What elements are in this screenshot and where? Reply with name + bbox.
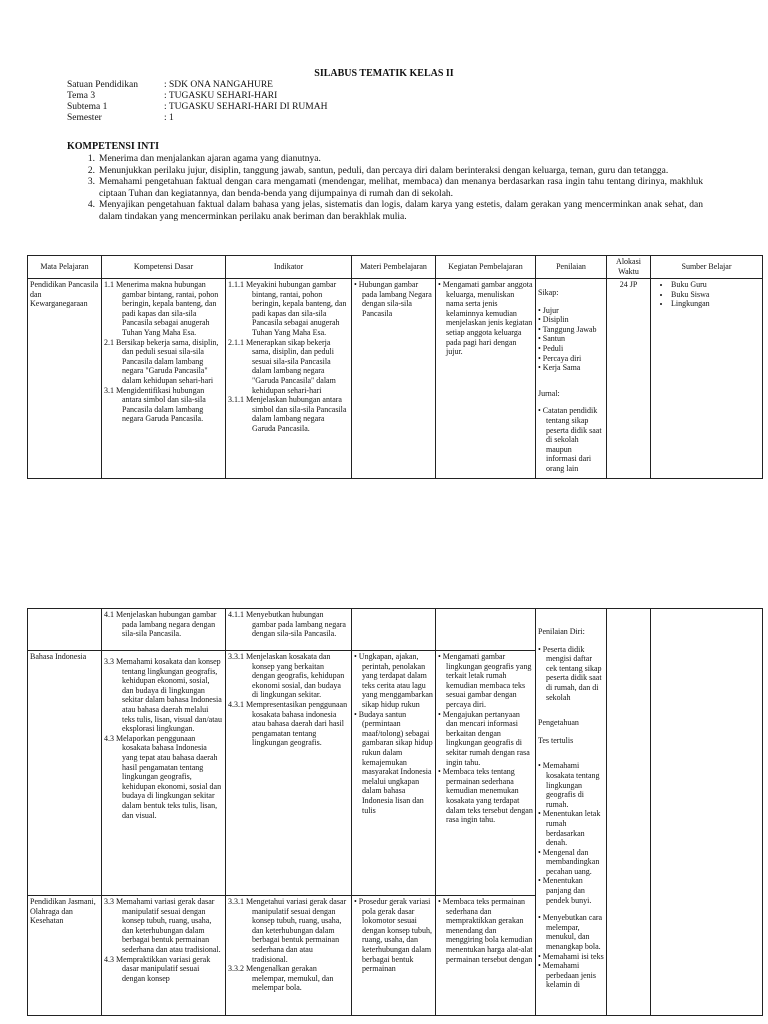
kd-item: 3.1 Mengidentifikasi hubungan antara simbol dan sila-sila Pancasila dalam lambang negara Garuda Pancasila. [104, 385, 206, 424]
identity-row [67, 102, 327, 113]
kegiatan-item: • Mengamati gambar lingkungan geografis yang terkait letak rumah kemudian membaca teks sesuai gambar dengan percaya diri. [438, 652, 532, 709]
indikator-item: 3.3.2 Mengenalkan gerakan melempar, memukul, dan melempar bola. [228, 964, 334, 993]
kd-item: 1.1 Menerima makna hubungan gambar bintang, rantai, pohon beringin, kepala banteng, dan padi kapas dan sila-sila Pancasila sebagai anugerah Tuhan Yang Maha Esa. [104, 280, 219, 337]
kd-cell [102, 609, 226, 651]
identity-label: Satuan Pendidikan [67, 80, 138, 90]
indikator-cell [226, 609, 352, 651]
table-header-row [28, 256, 763, 279]
materi-cell [352, 651, 436, 896]
kd-item: 3.3 Memahami kosakata dan konsep tentang lingkungan geografis, kehidupan ekonomi, sosial, dan budaya di lingkungan sekitar dalam bahasa Indonesia atau bahasa daerah melalui teks tulis, lisan, visual dan/atau eksplorasi lingkungan. [104, 657, 222, 734]
kegiatan-item: • Membaca teks permainan sederhana dan mempraktikkan gerakan menendang dan menggiring bola kemudian menentukan harga alat-alat permainan tersebut dengan [438, 897, 533, 964]
header-mata-pelajaran: Mata Pelajaran [28, 256, 102, 279]
kegiatan-item: • Mengamati gambar anggota keluarga, menuliskan nama serta jenis kelaminnya kemudian menjelaskan jenis kegiatan setiap anggota keluarga pada pagi hari dengan jujur. [438, 280, 533, 357]
sumber-item: • Buku Siswa [671, 290, 760, 300]
kd-item: 3.3 Memahami variasi gerak dasar manipulatif sesuai dengan konsep tubuh, ruang, usaha, dan keterhubungan dalam berbagai bentuk permainan sederhana dan atau tradisional. [104, 897, 221, 954]
identity-block [67, 80, 327, 124]
table-row [28, 279, 763, 479]
alokasi-cell: 24 JP [607, 279, 651, 479]
ki-text: Menyajikan pengetahuan faktual dalam bahasa yang jelas, sistematis dan logis, dalam karya yang estetis, dalam gerakan yang mencerminkan anak sehat, dan dalam tindakan yang mencerminkan perilaku anak beriman dan berakhlak mulia. [99, 200, 703, 222]
kd-item: 4.3 Mempraktikkan variasi gerak dasar manipulatif sesuai dengan konsep [104, 954, 211, 983]
ki-item [67, 166, 703, 178]
indikator-item: 3.1.1 Menjelaskan hubungan antara simbol dan sila-sila Pancasila dalam lambang negara Garuda Pancasila. [228, 395, 347, 433]
identity-value: : SDK ONA NANGAHURE [164, 80, 273, 90]
header-indikator: Indikator [226, 256, 352, 279]
header-sumber-belajar: Sumber Belajar [651, 256, 763, 279]
alokasi-cell [607, 609, 651, 1016]
materi-item: • Ungkapan, ajakan, perintah, penolakan yang terdapat dalam teks cerita atau lagu yang menggambarkan sikap hidup rukun [354, 652, 433, 709]
ki-number: 1. [87, 154, 95, 164]
penilaian-item: • Percaya diri [538, 353, 582, 363]
mapel-cell: Bahasa Indonesia [28, 651, 102, 896]
kd-cell [102, 279, 226, 479]
ki-item [67, 154, 703, 166]
header-materi: Materi Pembelajaran [352, 256, 436, 279]
penilaian-line: • Menentukan letak rumah berdasarkan denah. [538, 809, 601, 848]
penilaian-sikap-title: Sikap: [538, 288, 559, 297]
indikator-item: 4.1.1 Menyebutkan hubungan gambar pada lambang negara dengan sila-sila Pancasila. [228, 610, 346, 639]
ki-text: Memahami pengetahuan faktual dengan cara mengamati (mendengar, melihat, membaca) dan menanya berdasarkan rasa ingin tahu tentang dirinya, makhluk ciptaan Tuhan dan kegiatannya, dan benda-benda yang dijumpainya di rumah dan di sekolah. [99, 177, 703, 199]
sumber-item: • Buku Guru [671, 280, 760, 290]
kd-item: 4.1 Menjelaskan hubungan gambar pada lambang negara dengan sila-sila Pancasila. [104, 610, 217, 639]
penilaian-jurnal: • Catatan pendidik tentang sikap peserta didik saat di sekolah maupun informasi dari orang lain [538, 406, 602, 473]
penilaian-item: • Jujur [538, 305, 559, 315]
kd-cell [102, 651, 226, 896]
header-penilaian: Penilaian [536, 256, 607, 279]
mapel-cell: Pendidikan Pancasila dan Kewarganegaraan [28, 279, 102, 479]
kegiatan-item: • Membaca teks tentang permainan sederhana kemudian menemukan kosakata yang terdapat dalam teks tersebut dengan rasa ingin tahu. [438, 767, 533, 825]
kompetensi-inti-list [67, 154, 703, 224]
identity-value: : TUGASKU SEHARI-HARI [164, 91, 278, 101]
ki-item [67, 177, 703, 200]
ki-text: Menunjukkan perilaku jujur, disiplin, tanggung jawab, santun, peduli, dan percaya diri dalam berinteraksi dengan keluarga, teman, guru dan tetangga. [99, 165, 669, 176]
ki-number: 2. [87, 165, 95, 176]
penilaian-cell [536, 609, 607, 1016]
identity-value: : TUGASKU SEHARI-HARI DI RUMAH [164, 102, 328, 112]
identity-row [67, 91, 327, 102]
materi-item: • Hubungan gambar pada lambang Negara dengan sila-sila Pancasila [354, 280, 432, 318]
indikator-cell [226, 279, 352, 479]
materi-cell [352, 279, 436, 479]
kd-item: 4.3 Melaporkan penggunaan kosakata bahasa Indonesia yang tepat atau bahasa daerah hasil pengamatan tentang lingkungan geografis, kehidupan ekonomi, sosial dan budaya di lingkungan sekitar dalam bentuk teks tulis, lisan, dan visual. [104, 733, 222, 820]
sumber-cell [651, 609, 763, 1016]
materi-item: • Budaya santun (permintaan maaf/tolong) sebagai gambaran sikap hidup rukun dalam kemajemukan masyarakat Indonesia melalui ungkapan dalam bahasa Indonesia lisan dan tulis [354, 709, 433, 815]
header-kegiatan: Kegiatan Pembelajaran [436, 256, 536, 279]
kd-item: 2.1 Bersikap bekerja sama, disiplin, dan peduli sesuai sila-sila Pancasila dalam lambang negara "Garuda Pancasila" dalam kehidupan sehari-hari [104, 337, 219, 385]
kd-cell [102, 896, 226, 1016]
indikator-cell [226, 896, 352, 1016]
indikator-item: 2.1.1 Menerapkan sikap bekerja sama, disiplin, dan peduli sesuai sila-sila Pancasila dalam lambang negara "Garuda Pancasila" dalam kehidupan sehari-hari [228, 337, 336, 395]
identity-value: : 1 [164, 113, 174, 123]
penilaian-line: • Memahami kosakata tentang lingkungan geografis di rumah. [538, 761, 600, 809]
ki-number: 3. [87, 177, 95, 188]
syllabus-table-page2 [27, 608, 763, 1016]
header-alokasi-waktu: Alokasi Waktu [607, 256, 651, 279]
penilaian-jurnal-title: Jurnal: [538, 388, 560, 398]
penilaian-line: • Memahami perbedaan jenis kelamin di [538, 961, 596, 990]
indikator-cell [226, 651, 352, 896]
penilaian-line: Tes tertulis [538, 735, 574, 745]
kegiatan-cell [436, 609, 536, 651]
penilaian-line: • Memahami isi teks [538, 951, 604, 961]
ki-item [67, 200, 703, 223]
materi-item: • Prosedur gerak variasi pola gerak dasar lokomotor sesuai dengan konsep tubuh, ruang, usaha, dan keterhubungan dalam berbagai bentuk permainan [354, 897, 432, 974]
kegiatan-item: • Mengajukan pertanyaan dan mencari informasi berkaitan dengan lingkungan geografis di sekitar rumah dengan rasa ingin tahu. [438, 709, 530, 767]
materi-cell [352, 609, 436, 651]
kegiatan-cell [436, 279, 536, 479]
penilaian-line: • Mengenal dan membandingkan pecahan uang. [538, 847, 600, 876]
kompetensi-inti-heading: KOMPETENSI INTI [67, 141, 159, 152]
header-kompetensi-dasar: Kompetensi Dasar [102, 256, 226, 279]
indikator-item: 3.3.1 Menjelaskan kosakata dan konsep yang berkaitan dengan geografis, kehidupan ekonomi sosial, dan budaya di lingkungan sekitar. [228, 652, 345, 700]
penilaian-item: • Santun [538, 334, 566, 344]
sumber-cell [651, 279, 763, 479]
kegiatan-cell [436, 651, 536, 896]
penilaian-item: • Kerja Sama [538, 363, 581, 373]
identity-label: Subtema 1 [67, 102, 108, 112]
document-title: SILABUS TEMATIK KELAS II [314, 68, 454, 79]
mapel-cell: Pendidikan Jasmani, Olahraga dan Kesehatan [28, 896, 102, 1016]
syllabus-table-page1 [27, 255, 763, 479]
identity-label: Tema 3 [67, 91, 96, 101]
identity-row [67, 80, 327, 91]
indikator-item: 3.3.1 Mengetahui variasi gerak dasar manipulatif sesuai dengan konsep tubuh, ruang, usaha, dan keterhubungan dalam berbagai bentuk permainan sederhana dan atau tradisional. [228, 897, 347, 964]
penilaian-line: • Menyebutkan cara melempar, menukul, dan menangkap bola. [538, 913, 603, 952]
identity-label: Semester [67, 113, 102, 123]
indikator-item: 4.3.1 Mempresentasikan penggunaan kosakata bahasa indonesia atau bahasa daerah dari hasil pengamatan tentang lingkungan geografis. [228, 699, 348, 748]
penilaian-item: • Disiplin [538, 315, 569, 325]
penilaian-line: Penilaian Diri: [538, 627, 585, 636]
ki-text: Menerima dan menjalankan ajaran agama yang dianutnya. [99, 154, 321, 164]
indikator-item: 1.1.1 Meyakini hubungan gambar bintang, rantai, pohon beringin, kepala banteng, dan padi kapas dan sila-sila Pancasila sebagai anugerah Tuhan Yang Maha Esa. [228, 280, 347, 337]
table-row [28, 609, 763, 651]
sumber-item: • Lingkungan [671, 299, 760, 309]
penilaian-line: • Peserta didik mengisi daftar cek tentang sikap peserta didik saat di rumah, dan di sekolah [538, 644, 602, 702]
identity-row [67, 113, 327, 124]
penilaian-item: • Peduli [538, 343, 564, 353]
mapel-cell [28, 609, 102, 651]
penilaian-line: Pengetahuan [538, 718, 579, 728]
penilaian-cell [536, 279, 607, 479]
materi-cell [352, 896, 436, 1016]
kegiatan-cell [436, 896, 536, 1016]
penilaian-item: • Tanggung Jawab [538, 324, 597, 334]
ki-number: 4. [87, 200, 95, 211]
penilaian-line: • Menentukan panjang dan pendek bunyi. [538, 876, 592, 905]
